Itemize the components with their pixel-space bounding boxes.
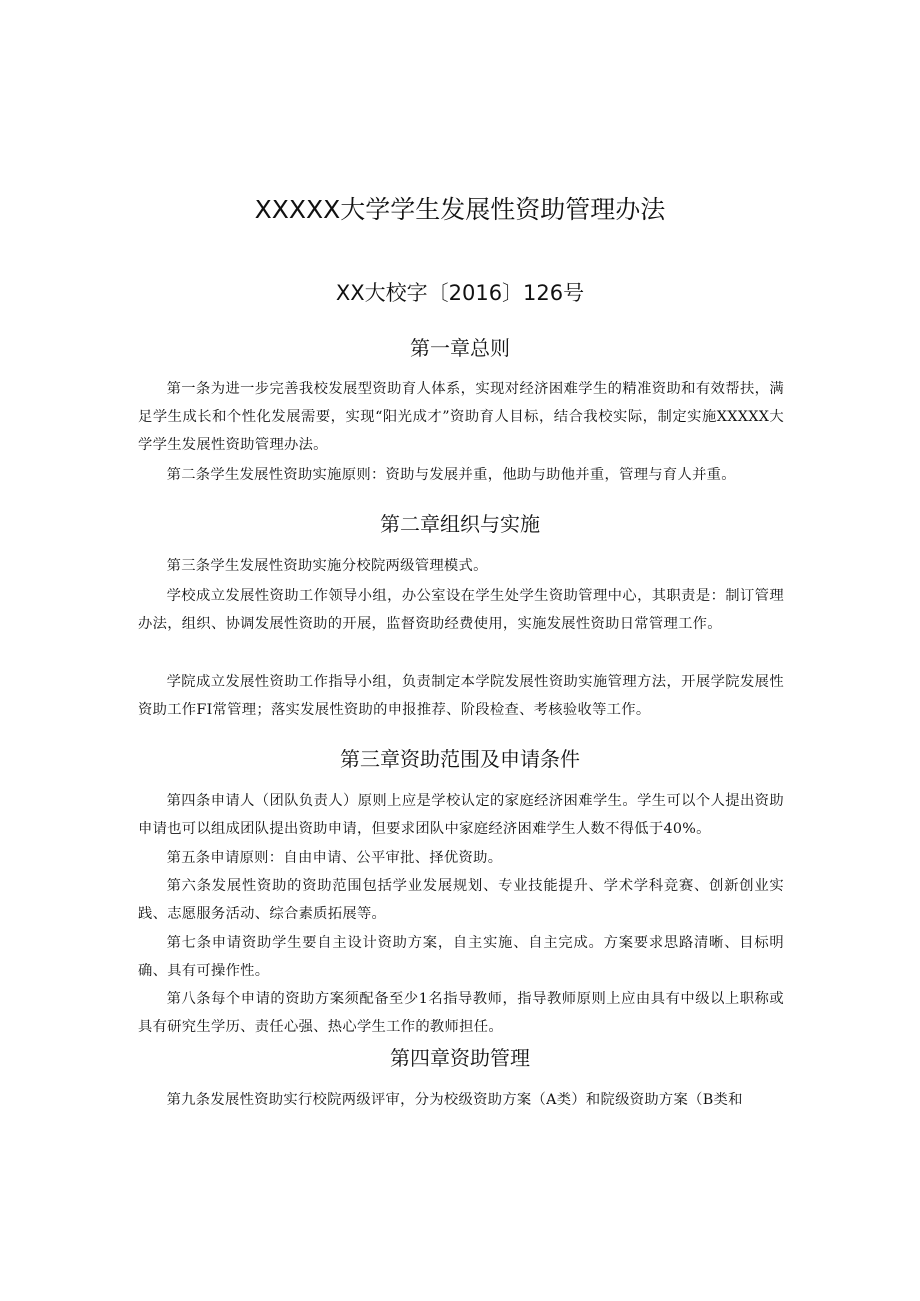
paragraph: 学校成立发展性资助工作领导小组，办公室设在学生处学生资助管理中心，其职责是：制订管理办法，组织、协调发展性资助的开展，监督资助经费使用，实施发展性资助日常管理工作。 <box>138 588 784 632</box>
paragraph: 第一条为进一步完善我校发展型资助育人体系，实现对经济困难学生的精准资助和有效帮扶，满足学生成长和个性化发展需要，实现“阳光成才”资助育人目标，结合我校实际，制定实施XXXXX大学学生发展性资助管理办法。 <box>138 381 784 453</box>
paragraph: 第七条申请资助学生要自主设计资助方案，自主实施、自主完成。方案要求思路清晰、目标明确、具有可操作性。 <box>138 935 784 979</box>
chapter-heading: 第一章总则 <box>410 336 510 360</box>
paragraph: 第九条发展性资助实行校院两级评审，分为校级资助方案（A类）和院级资助方案（B类和 <box>166 1092 743 1108</box>
paragraph: 第六条发展性资助的资助范围包括学业发展规划、专业技能提升、学术学科竞赛、创新创业实践、志愿服务活动、综合素质拓展等。 <box>138 878 784 922</box>
paragraph: 第八条每个申请的资助方案须配备至少1名指导教师，指导教师原则上应由具有中级以上职称或具有研究生学历、责任心强、热心学生工作的教师担任。 <box>138 991 784 1035</box>
paragraph: 第五条申请原则：自由申请、公平审批、择优资助。 <box>166 850 503 866</box>
document-title: XXXXX大学学生发展性资助管理办法 <box>254 195 666 224</box>
document-number: XX大校字〔2016〕126号 <box>335 281 585 305</box>
chapter-heading: 第四章资助管理 <box>390 1046 530 1070</box>
paragraph: 第二条学生发展性资助实施原则：资助与发展并重，他助与助他并重，管理与育人并重。 <box>166 467 736 483</box>
paragraph: 第三条学生发展性资助实施分校院两级管理模式。 <box>166 558 488 574</box>
paragraph: 学院成立发展性资助工作指导小组，负责制定本学院发展性资助实施管理方法，开展学院发展性资助工作FI常管理；落实发展性资助的申报推荐、阶段检查、考核验收等工作。 <box>138 674 784 718</box>
paragraph: 第四条申请人（团队负责人）原则上应是学校认定的家庭经济困难学生。学生可以个人提出资助申请也可以组成团队提出资助申请，但要求团队中家庭经济困难学生人数不得低于40%。 <box>138 793 784 837</box>
chapter-heading: 第三章资助范围及申请条件 <box>340 747 580 771</box>
chapter-heading: 第二章组织与实施 <box>380 512 540 536</box>
